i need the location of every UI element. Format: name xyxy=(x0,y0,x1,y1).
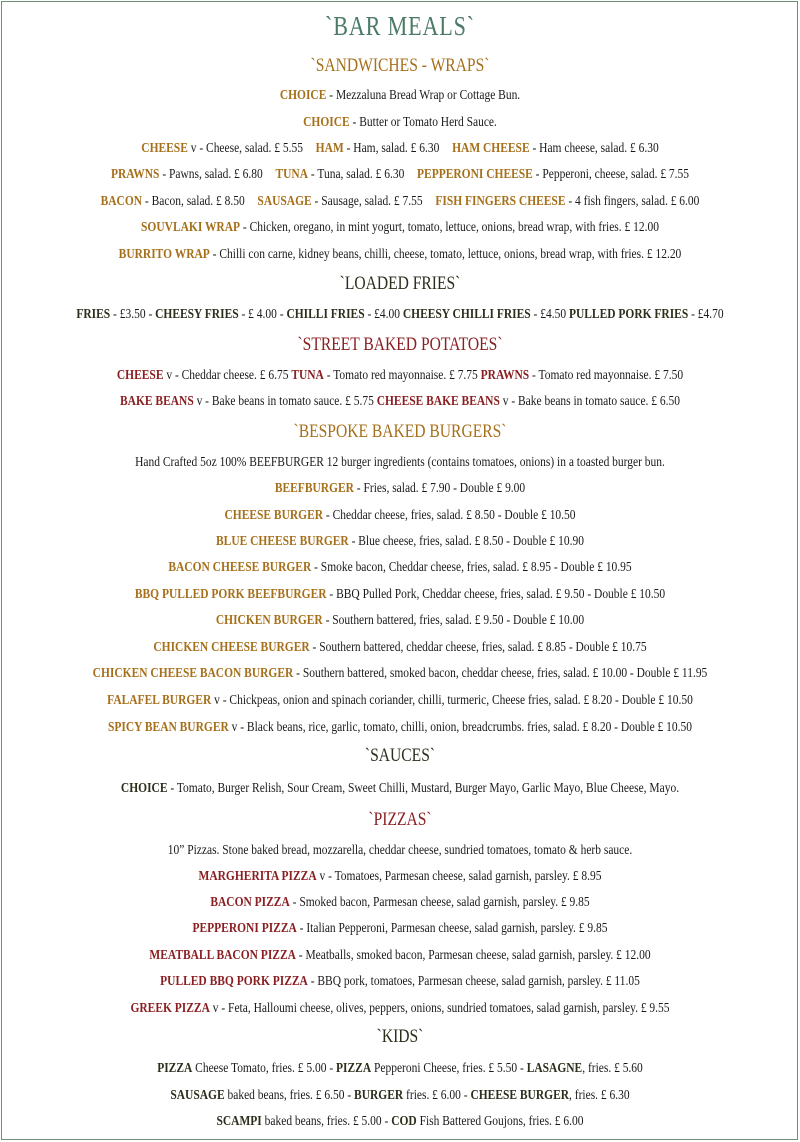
burger-item: BLUE CHEESE BURGER - Blue cheese, fries, salad. £ 8.50 - Double £ 10.90 xyxy=(215,534,584,549)
pizza-item: PEPPERONI PIZZA - Italian Pepperoni, Parmesan cheese, salad garnish, parsley. £ 9.85 xyxy=(192,921,608,936)
pizzas-intro: 10” Pizzas. Stone baked bread, mozzarella, cheddar cheese, sundried tomatoes, tomato & herb sauce. xyxy=(167,843,633,858)
pizza-item: MARGHERITA PIZZA v - Tomatoes, Parmesan cheese, salad garnish, parsley. £ 8.95 xyxy=(198,869,602,884)
souvlaki-wrap-item: SOUVLAKI WRAP - Chicken, oregano, in mint yogurt, tomato, lettuce, onions, bread wrap, with fries. £ 12.00 xyxy=(141,220,659,235)
pizza-item: BACON PIZZA - Smoked bacon, Parmesan cheese, salad garnish, parsley. £ 9.85 xyxy=(210,895,590,910)
burgers-intro: Hand Crafted 5oz 100% BEEFBURGER 12 burger ingredients (contains tomatoes, onions) in a toasted burger bun. xyxy=(135,455,665,470)
kids-heading: `KIDS` xyxy=(376,1026,424,1047)
kids-row-1: PIZZA Cheese Tomato, fries. £ 5.00 - PIZZA Pepperoni Cheese, fries. £ 5.50 - LASAGNE, fries. £ 5.60 xyxy=(157,1061,643,1076)
sandwiches-heading: `SANDWICHES - WRAPS` xyxy=(310,55,490,76)
burgers-heading: `BESPOKE BAKED BURGERS` xyxy=(293,421,507,442)
burger-item: BBQ PULLED PORK BEEFBURGER - BBQ Pulled Pork, Cheddar cheese, fries, salad. £ 9.50 - Double £ 10.50 xyxy=(134,587,666,602)
sauces-line: CHOICE - Tomato, Burger Relish, Sour Cream, Sweet Chilli, Mustard, Burger Mayo, Garlic Mayo, Blue Cheese, Mayo. xyxy=(120,781,680,796)
sauces-heading: `SAUCES` xyxy=(364,745,436,766)
burger-item: SPICY BEAN BURGER v - Black beans, rice, garlic, tomato, chilli, onion, breadcrumbs. fries, salad. £ 8.20 - Double £ 10.50 xyxy=(107,720,692,735)
loaded-fries-line: FRIES - £3.50 - CHEESY FRIES - £ 4.00 - CHILLI FRIES - £4.00 CHEESY CHILLI FRIES - £4.50 PULLED PORK FRIES - £4.70 xyxy=(76,307,724,322)
sandwich-row-2: PRAWNS - Pawns, salad. £ 6.80 TUNA - Tuna, salad. £ 6.30 PEPPERONI CHEESE - Pepperoni, cheese, salad. £ 7.55 xyxy=(110,167,690,182)
pizza-item: PULLED BBQ PORK PIZZA - BBQ pork, tomatoes, Parmesan cheese, salad garnish, parsley. £ 11.05 xyxy=(160,974,640,989)
burger-item: BACON CHEESE BURGER - Smoke bacon, Cheddar cheese, fries, salad. £ 8.95 - Double £ 10.95 xyxy=(168,560,632,575)
baked-potatoes-heading: `STREET BAKED POTATOES` xyxy=(297,334,503,355)
pizza-item: GREEK PIZZA v - Feta, Halloumi cheese, olives, peppers, onions, sundried tomatoes, salad garnish, parsley. £ 9.55 xyxy=(130,1001,670,1016)
sandwich-row-1: CHEESE v - Cheese, salad. £ 5.55 HAM - Ham, salad. £ 6.30 HAM CHEESE - Ham cheese, salad. £ 6.30 xyxy=(141,141,659,156)
burger-item: FALAFEL BURGER v - Chickpeas, onion and spinach coriander, chilli, turmeric, Cheese fries, salad. £ 8.20 - Double £ 10.50 xyxy=(107,693,693,708)
sandwich-row-3: BACON - Bacon, salad. £ 8.50 SAUSAGE - Sausage, salad. £ 7.55 FISH FINGERS CHEESE - 4 fish fingers, salad. £ 6.00 xyxy=(100,194,700,209)
sandwich-choice-bread: CHOICE - Mezzaluna Bread Wrap or Cottage Bun. xyxy=(279,88,521,103)
burrito-wrap-item: BURRITO WRAP - Chilli con carne, kidney beans, chilli, cheese, tomato, lettuce, onions, bread wrap, with fries. £ 12.20 xyxy=(118,247,682,262)
pizza-item: MEATBALL BACON PIZZA - Meatballs, smoked bacon, Parmesan cheese, salad garnish, parsley. £ 12.00 xyxy=(149,948,651,963)
pizzas-heading: `PIZZAS` xyxy=(368,809,432,830)
burger-item: BEEFBURGER - Fries, salad. £ 7.90 - Double £ 9.00 xyxy=(274,481,526,496)
sandwich-choice-sauce: CHOICE - Butter or Tomato Herd Sauce. xyxy=(303,115,497,130)
burger-item: CHICKEN CHEESE BACON BURGER - Southern battered, smoked bacon, cheddar cheese, fries, salad. £ 10.00 - Double £ 11.95 xyxy=(92,666,708,681)
burger-item: CHICKEN BURGER - Southern battered, fries, salad. £ 9.50 - Double £ 10.00 xyxy=(215,613,585,628)
loaded-fries-heading: `LOADED FRIES` xyxy=(339,273,461,294)
potato-row-2: BAKE BEANS v - Bake beans in tomato sauce. £ 5.75 CHEESE BAKE BEANS v - Bake beans in tomato sauce. £ 6.50 xyxy=(120,394,680,409)
kids-row-3: SCAMPI baked beans, fries. £ 5.00 - COD Fish Battered Goujons, fries. £ 6.00 xyxy=(216,1114,584,1129)
kids-row-2: SAUSAGE baked beans, fries. £ 6.50 - BURGER fries. £ 6.00 - CHEESE BURGER, fries. £ 6.30 xyxy=(170,1088,630,1103)
menu-title: `BAR MEALS` xyxy=(325,11,475,41)
burger-item: CHEESE BURGER - Cheddar cheese, fries, salad. £ 8.50 - Double £ 10.50 xyxy=(224,508,576,523)
burger-item: CHICKEN CHEESE BURGER - Southern battered, cheddar cheese, fries, salad. £ 8.85 - Double £ 10.75 xyxy=(153,640,647,655)
potato-row-1: CHEESE v - Cheddar cheese. £ 6.75 TUNA - Tomato red mayonnaise. £ 7.75 PRAWNS - Tomato red mayonnaise. £ 7.50 xyxy=(116,368,684,383)
